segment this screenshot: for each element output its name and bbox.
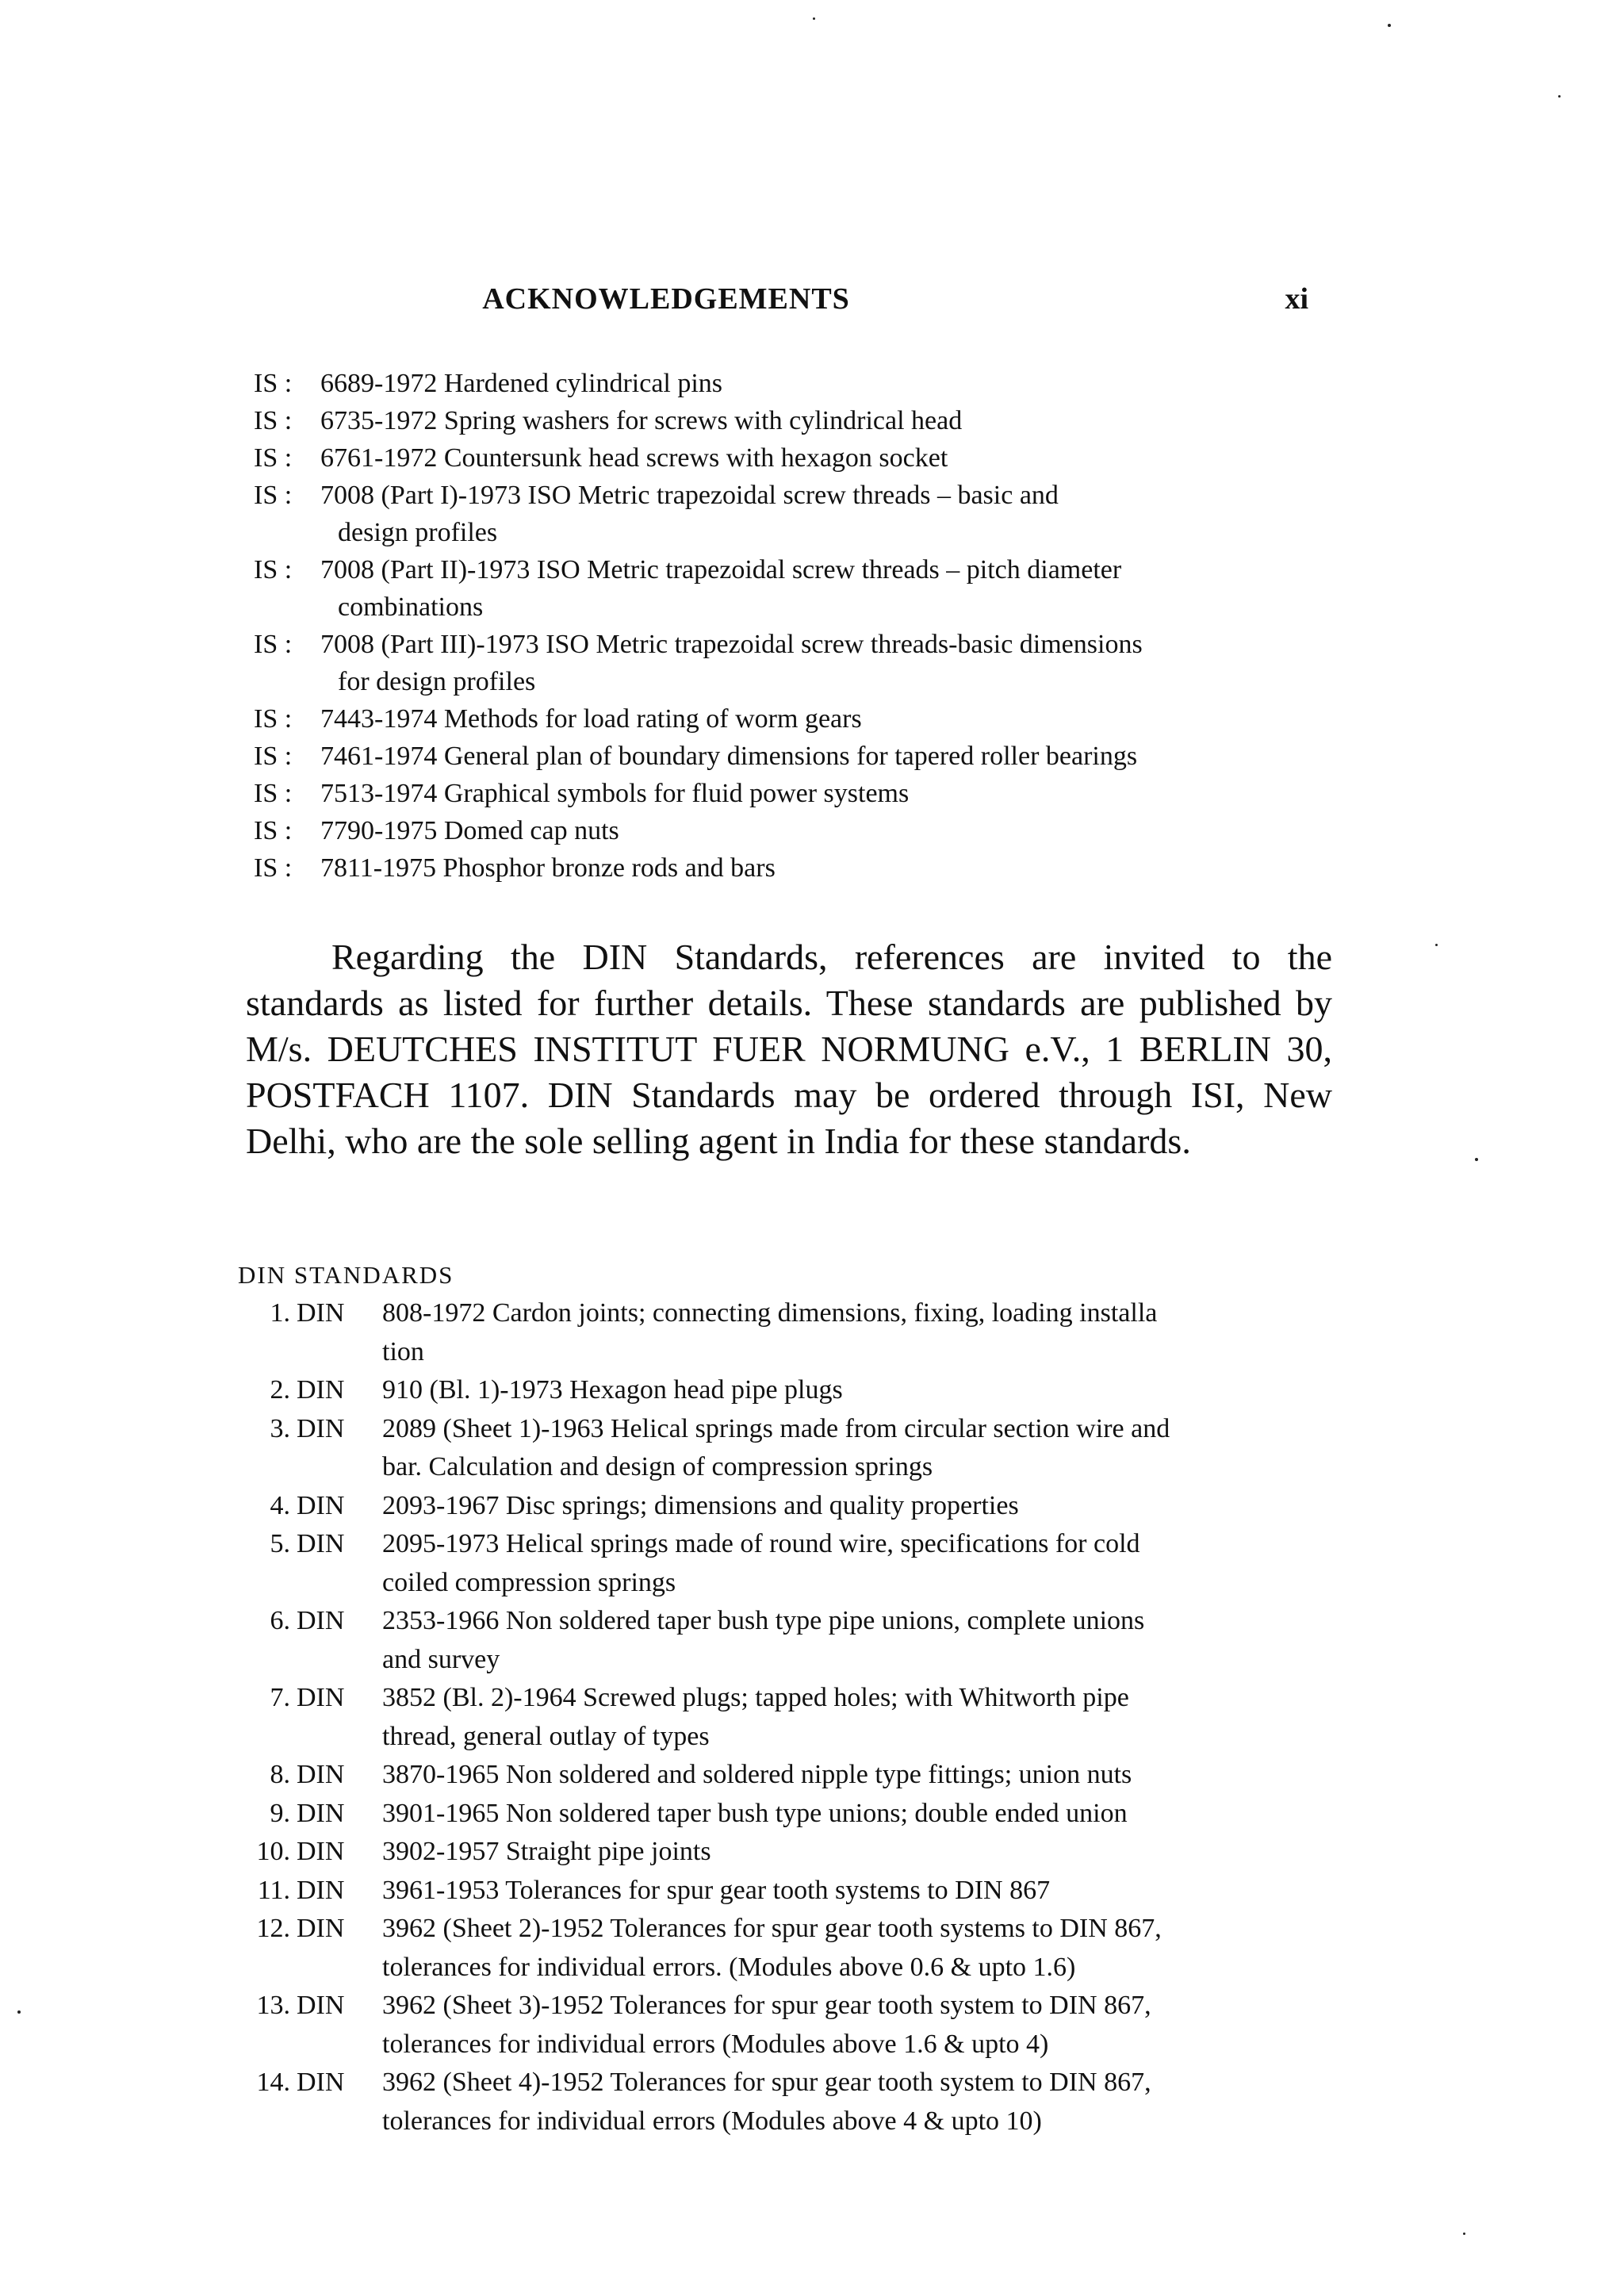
standard-code: DIN — [297, 1375, 345, 1405]
list-item — [238, 1987, 1348, 2064]
standard-text: 7811-1975 Phosphor bronze rods and bars — [320, 853, 776, 883]
standard-text: 7008 (Part I)-1973 ISO Metric trapezoidal screw threads – basic and design profiles — [320, 481, 1059, 547]
standard-text: 808-1972 Cardon joints; connecting dimensions, fixing, loading installa tion — [382, 1298, 1158, 1366]
standard-text: 3902-1957 Straight pipe joints — [382, 1837, 711, 1866]
standard-text: 6735-1972 Spring washers for screws with cylindrical head — [320, 406, 963, 435]
standard-code: IS : — [254, 406, 293, 435]
standard-text: 3852 (Bl. 2)-1964 Screwed plugs; tapped holes; with Whitworth pipe thread, general outlay of types — [382, 1683, 1129, 1751]
standard-code: IS : — [254, 555, 293, 584]
standard-code: DIN — [297, 1875, 345, 1905]
standard-text: 3962 (Sheet 2)-1952 Tolerances for spur gear tooth systems to DIN 867, tolerances for individual errors. (Modules above 0.6 & upto 1.6) — [382, 1914, 1162, 1982]
list-item — [254, 738, 1348, 775]
standard-code: IS : — [254, 816, 293, 845]
standard-text: 910 (Bl. 1)-1973 Hexagon head pipe plugs — [382, 1375, 843, 1405]
page-title: ACKNOWLEDGEMENTS — [482, 282, 850, 316]
list-item — [254, 439, 1348, 477]
list-item — [254, 551, 1348, 626]
list-item — [254, 812, 1348, 849]
item-number: 5. — [270, 1529, 290, 1558]
standard-code: IS : — [254, 779, 293, 808]
standard-text: 2353-1966 Non soldered taper bush type pipe unions, complete unions and survey — [382, 1606, 1145, 1674]
list-item — [254, 477, 1348, 551]
list-item — [238, 1410, 1348, 1487]
item-number: 11. — [257, 1875, 290, 1905]
list-item — [254, 402, 1348, 439]
page-number: xi — [1285, 282, 1308, 316]
standard-text: 3961-1953 Tolerances for spur gear tooth systems to DIN 867 — [382, 1875, 1051, 1905]
standard-code: DIN — [297, 1606, 345, 1635]
item-number: 14. — [256, 2068, 290, 2097]
running-head — [238, 282, 1332, 321]
item-number: 9. — [270, 1798, 290, 1828]
body-paragraph — [246, 934, 1332, 1164]
item-number: 1. — [270, 1298, 290, 1328]
standard-text: 7008 (Part III)-1973 ISO Metric trapezoidal screw threads-basic dimensions for design profiles — [320, 630, 1143, 696]
standard-code: IS : — [254, 704, 293, 734]
item-number: 2. — [270, 1375, 290, 1405]
standard-code: DIN — [297, 1298, 345, 1328]
list-item — [238, 1679, 1348, 1756]
item-number: 7. — [270, 1683, 290, 1712]
standard-code: DIN — [297, 1529, 345, 1558]
standard-code: DIN — [297, 1798, 345, 1828]
section-heading: DIN STANDARDS — [238, 1261, 454, 1289]
list-item — [254, 700, 1348, 738]
din-standards-list — [238, 1294, 1348, 2141]
standard-code: IS : — [254, 369, 293, 398]
standard-text: 7008 (Part II)-1973 ISO Metric trapezoidal screw threads – pitch diameter combinations — [320, 555, 1122, 622]
standard-code: DIN — [297, 2068, 345, 2097]
list-item — [238, 1756, 1348, 1795]
scan-speck — [1475, 1158, 1478, 1161]
standard-text: 3962 (Sheet 4)-1952 Tolerances for spur gear tooth system to DIN 867, tolerances for individual errors (Modules above 4 & upto 10) — [382, 2068, 1151, 2136]
standard-code: IS : — [254, 853, 293, 883]
standard-text: 6761-1972 Countersunk head screws with hexagon socket — [320, 443, 948, 473]
standard-code: DIN — [297, 1914, 345, 1943]
standard-code: DIN — [297, 1413, 345, 1443]
standard-text: 6689-1972 Hardened cylindrical pins — [320, 369, 723, 398]
standard-code: IS : — [254, 481, 293, 510]
standard-code: DIN — [297, 1683, 345, 1712]
list-item — [254, 775, 1348, 812]
standard-text: 2089 (Sheet 1)-1963 Helical springs made from circular section wire and bar. Calculation and design of compression springs — [382, 1413, 1170, 1481]
standard-code: IS : — [254, 630, 293, 659]
list-item — [238, 1371, 1348, 1410]
standard-code: DIN — [297, 1760, 345, 1789]
standard-text: 7461-1974 General plan of boundary dimensions for tapered roller bearings — [320, 742, 1138, 771]
list-item — [238, 1294, 1348, 1371]
list-item — [238, 1795, 1348, 1834]
list-item — [254, 849, 1348, 887]
standard-text: 3962 (Sheet 3)-1952 Tolerances for spur gear tooth system to DIN 867, tolerances for individual errors (Modules above 1.6 & upto 4) — [382, 1991, 1151, 2059]
list-item — [238, 1487, 1348, 1526]
list-item — [254, 365, 1348, 402]
standard-text: 2093-1967 Disc springs; dimensions and quality properties — [382, 1490, 1019, 1520]
item-number: 3. — [270, 1413, 290, 1443]
standard-code: IS : — [254, 742, 293, 771]
standard-text: 7443-1974 Methods for load rating of worm gears — [320, 704, 862, 734]
item-number: 8. — [270, 1760, 290, 1789]
list-item — [254, 626, 1348, 700]
standard-code: DIN — [297, 1991, 345, 2020]
list-item — [238, 1525, 1348, 1602]
paragraph-text: Regarding the DIN Standards, references are invited to the standards as listed for further details. These standards are published by M/s. DEUTCHES INSTITUT FUER NORMUNG e.V., 1 BERLIN 30, POSTFACH 1107. DIN Standards may be ordered through ISI, New Delhi, who are the sole selling agent in India for these standards. — [246, 937, 1332, 1161]
scan-speck — [17, 2010, 21, 2014]
standard-text: 7513-1974 Graphical symbols for fluid power systems — [320, 779, 910, 808]
item-number: 10. — [256, 1837, 290, 1866]
standard-text: 2095-1973 Helical springs made of round wire, specifications for cold coiled compression springs — [382, 1529, 1140, 1597]
item-number: 12. — [256, 1914, 290, 1943]
standard-code: IS : — [254, 443, 293, 473]
standard-text: 3870-1965 Non soldered and soldered nipple type fittings; union nuts — [382, 1760, 1132, 1789]
standard-text: 3901-1965 Non soldered taper bush type unions; double ended union — [382, 1798, 1128, 1828]
item-number: 4. — [270, 1490, 290, 1520]
scan-speck — [1463, 2233, 1465, 2235]
list-item — [238, 1833, 1348, 1872]
scan-speck — [1558, 95, 1561, 98]
list-item — [238, 1910, 1348, 1987]
is-standards-list — [254, 365, 1348, 887]
list-item — [238, 1602, 1348, 1679]
standard-code: DIN — [297, 1490, 345, 1520]
scan-speck — [1435, 944, 1438, 946]
scan-speck — [1388, 24, 1391, 27]
standard-text: 7790-1975 Domed cap nuts — [320, 816, 619, 845]
item-number: 13. — [256, 1991, 290, 2020]
standard-code: DIN — [297, 1837, 345, 1866]
item-number: 6. — [270, 1606, 290, 1635]
scan-speck — [813, 17, 815, 20]
list-item — [238, 2064, 1348, 2141]
list-item — [238, 1872, 1348, 1911]
